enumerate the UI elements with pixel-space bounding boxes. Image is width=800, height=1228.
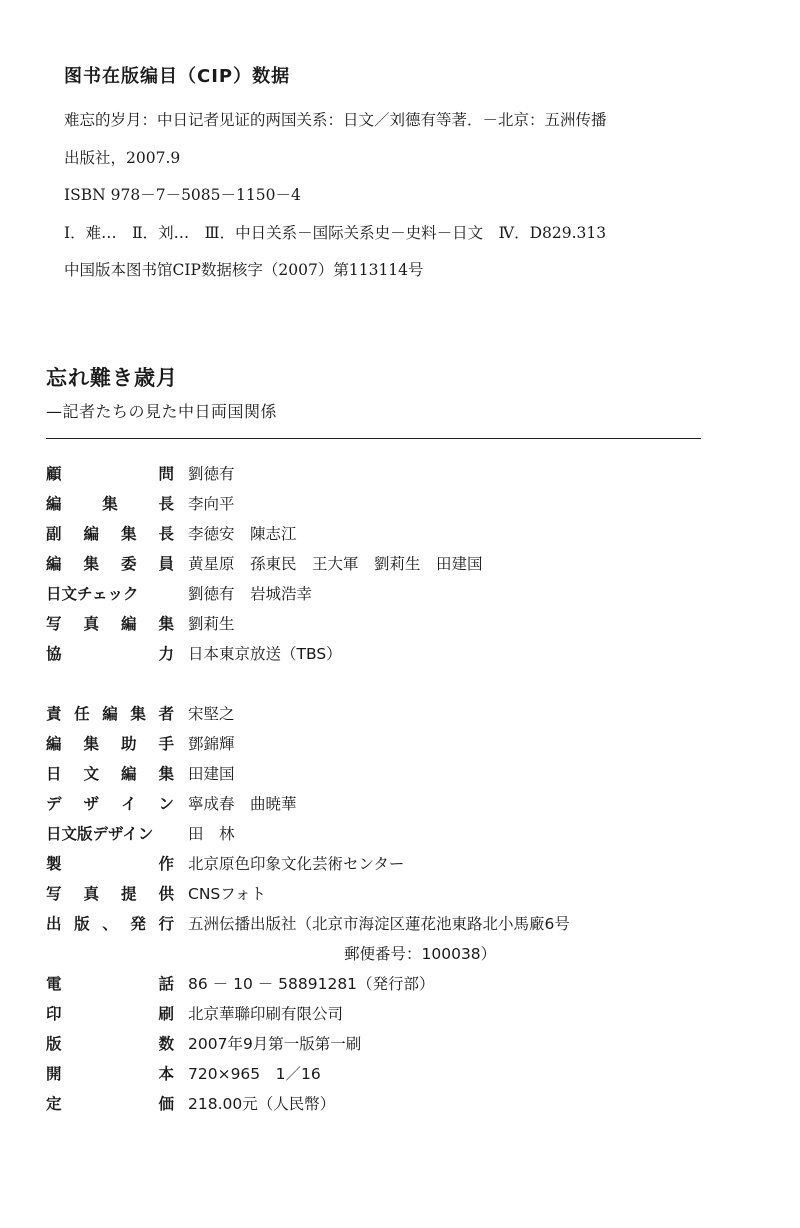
- credit-row: [46, 548, 726, 578]
- book-title: 忘れ難き歳月: [46, 366, 178, 390]
- credit-row: [46, 458, 726, 488]
- credit-label: 編 集 長: [46, 494, 174, 513]
- credit-value: 86 － 10 － 58891281（発行部）: [188, 975, 435, 993]
- credit-value: 720×965 1／16: [188, 1065, 321, 1083]
- credit-label: 出 版 、 発 行: [46, 914, 174, 933]
- cip-isbn: ISBN 978－7－5085－1150－4: [64, 186, 301, 204]
- credit-label: 編 集 助 手: [46, 734, 174, 753]
- credit-label: 協 力: [46, 644, 174, 663]
- credit-row-continuation: [46, 938, 726, 968]
- credits-list: [46, 458, 726, 1118]
- credit-label: 日 文 編 集: [46, 764, 174, 783]
- credit-value: 李徳安 陳志江: [188, 525, 297, 543]
- credit-row: [46, 638, 726, 668]
- credit-row: [46, 788, 726, 818]
- credit-label: 顧 問: [46, 464, 174, 483]
- credit-label: 日文チェック: [46, 584, 139, 603]
- credit-row: [46, 728, 726, 758]
- credit-label: 写 真 提 供: [46, 884, 174, 903]
- credit-value: 2007年9月第一版第一刷: [188, 1035, 362, 1053]
- credit-value: 黄星原 孫東民 王大軍 劉莉生 田建国: [188, 555, 483, 573]
- credit-row: [46, 818, 726, 848]
- credit-row: [46, 758, 726, 788]
- cip-record: 中国版本图书馆CIP数据核字（2007）第113114号: [64, 261, 424, 279]
- credit-value: 日本東京放送（TBS）: [188, 645, 342, 663]
- credit-label: デ ザ イ ン: [46, 794, 174, 813]
- credit-value: 北京原色印象文化芸術センター: [188, 855, 405, 873]
- credit-row: [46, 998, 726, 1028]
- credit-label: 副 編 集 長: [46, 524, 174, 543]
- credit-label: 定 価: [46, 1094, 174, 1113]
- credit-value: 劉徳有: [188, 465, 235, 483]
- cip-line-1: 难忘的岁月：中日记者见证的两国关系：日文／刘德有等著．－北京：五洲传播: [64, 111, 607, 129]
- credit-label: 製 作: [46, 854, 174, 873]
- credit-value: 宋堅之: [188, 705, 235, 723]
- credit-value: 218.00元（人民幣）: [188, 1095, 336, 1113]
- credit-row: [46, 1058, 726, 1088]
- credit-row: [46, 908, 726, 938]
- cip-title: 图书在版编目（CIP）数据: [64, 66, 291, 87]
- credit-row: [46, 1088, 726, 1118]
- book-subtitle: —記者たちの見た中日両国関係: [46, 402, 278, 421]
- credit-value: 田建国: [188, 765, 235, 783]
- credit-label: 編 集 委 員: [46, 554, 174, 573]
- credit-label: 印 刷: [46, 1004, 174, 1023]
- divider-rule: [46, 438, 701, 439]
- cip-line-2: 出版社，2007.9: [64, 149, 181, 167]
- credit-value: 郵便番号：100038）: [344, 945, 497, 963]
- credit-value: CNSフォト: [188, 885, 266, 903]
- credit-row: [46, 968, 726, 998]
- credit-label: 写 真 編 集: [46, 614, 174, 633]
- credit-value: 李向平: [188, 495, 235, 513]
- credit-row: [46, 1028, 726, 1058]
- credit-row: [46, 578, 726, 608]
- credit-row: [46, 698, 726, 728]
- credit-row: [46, 848, 726, 878]
- credit-label: 電 話: [46, 974, 174, 993]
- credit-value: 寧成春 曲暁華: [188, 795, 297, 813]
- credit-value: 劉徳有 岩城浩幸: [188, 585, 313, 603]
- credit-row: [46, 608, 726, 638]
- credit-label: 版 数: [46, 1034, 174, 1053]
- credit-label: 責 任 編 集 者: [46, 704, 174, 723]
- credit-value: 田 林: [188, 825, 235, 843]
- credit-value: 鄧錦輝: [188, 735, 235, 753]
- cip-classification: Ⅰ．难… Ⅱ．刘… Ⅲ．中日关系－国际关系史－史料－日文 Ⅳ．D829.313: [64, 224, 607, 242]
- credit-label: 開 本: [46, 1064, 174, 1083]
- credit-value: 劉莉生: [188, 615, 235, 633]
- credit-label: 日文版デザイン: [46, 824, 154, 843]
- credit-row: [46, 488, 726, 518]
- credit-row: [46, 518, 726, 548]
- credit-row: [46, 878, 726, 908]
- credit-value: 五洲伝播出版社（北京市海淀区蓮花池東路北小馬廠6号: [188, 915, 570, 933]
- credit-value: 北京華聯印刷有限公司: [188, 1005, 344, 1023]
